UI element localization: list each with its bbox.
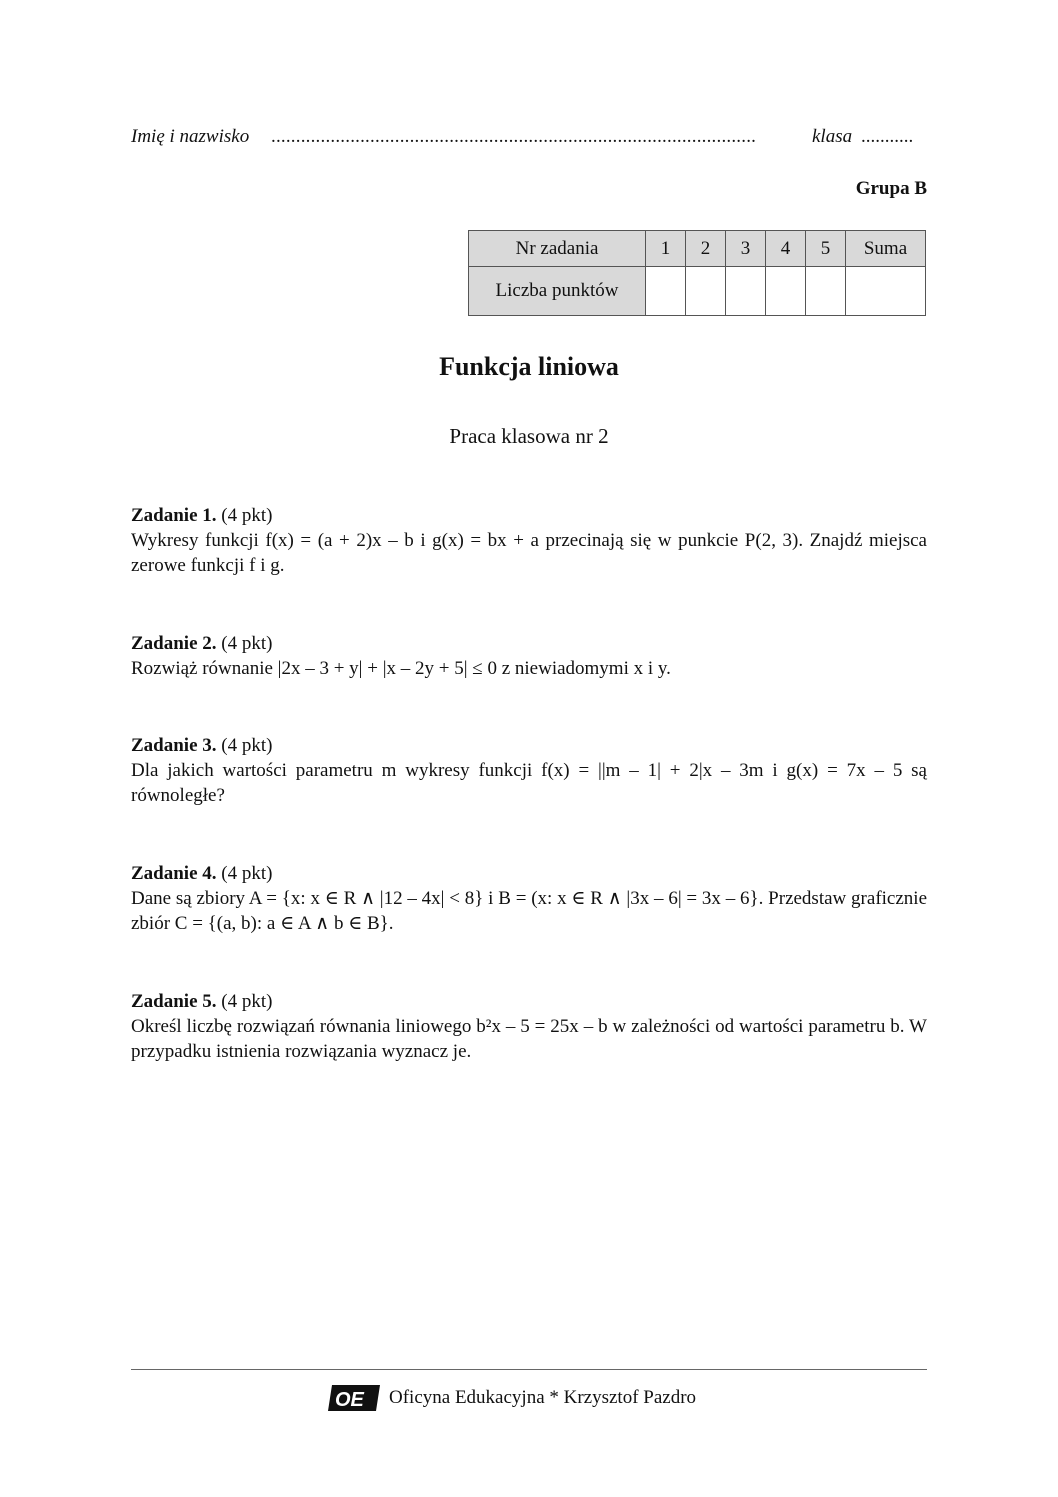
- class-label: klasa: [812, 126, 853, 147]
- points-cell-1[interactable]: [646, 267, 686, 316]
- sum-label: Suma: [846, 231, 926, 267]
- task-4-label: Zadanie 4.: [131, 863, 217, 884]
- task-2-points: (4 pkt): [221, 633, 273, 654]
- score-table: [468, 230, 926, 316]
- task-number-label: Nr zadania: [469, 231, 646, 267]
- publisher-logo-icon: [326, 1383, 382, 1413]
- points-cell-3[interactable]: [726, 267, 766, 316]
- task-1-text: Wykresy funkcji f(x) = (a + 2)x – b i g(x) = bx + a przecinają się w punkcie P(2, 3). Znajdź miejsca zerowe funkcji f i g.: [131, 530, 927, 576]
- task-number-5: 5: [806, 231, 846, 267]
- task-5: [131, 989, 927, 1064]
- task-number-1: 1: [646, 231, 686, 267]
- task-4-points: (4 pkt): [221, 863, 273, 884]
- task-3-text: Dla jakich wartości parametru m wykresy funkcji f(x) = ||m – 1| + 2|x – 3m i g(x) = 7x – 5 są równoległe?: [131, 760, 927, 806]
- name-field[interactable]: ..................................................................................................: [271, 126, 757, 147]
- name-label: Imię i nazwisko: [131, 126, 250, 147]
- student-header: [131, 126, 927, 154]
- score-table-header-row: [469, 231, 926, 267]
- task-3-label: Zadanie 3.: [131, 735, 217, 756]
- points-cell-5[interactable]: [806, 267, 846, 316]
- group-label: Grupa B: [855, 178, 927, 199]
- task-1-points: (4 pkt): [221, 505, 273, 526]
- points-cell-2[interactable]: [686, 267, 726, 316]
- task-number-3: 3: [726, 231, 766, 267]
- task-number-4: 4: [766, 231, 806, 267]
- task-2: [131, 631, 927, 681]
- class-field[interactable]: ...........: [861, 126, 914, 147]
- task-1-label: Zadanie 1.: [131, 505, 217, 526]
- page-subtitle: Praca klasowa nr 2: [449, 424, 609, 448]
- task-5-points: (4 pkt): [221, 991, 273, 1012]
- task-number-2: 2: [686, 231, 726, 267]
- points-label: Liczba punktów: [469, 267, 646, 316]
- publisher-logo-text: OE: [335, 1389, 364, 1411]
- points-cell-4[interactable]: [766, 267, 806, 316]
- points-cell-sum[interactable]: [846, 267, 926, 316]
- task-5-label: Zadanie 5.: [131, 991, 217, 1012]
- page-title: Funkcja liniowa: [439, 352, 619, 381]
- task-4: [131, 861, 927, 936]
- task-1: [131, 503, 927, 578]
- task-3: [131, 733, 927, 808]
- task-2-text: Rozwiąż równanie |2x – 3 + y| + |x – 2y + 5| ≤ 0 z niewiadomymi x i y.: [131, 658, 671, 679]
- task-4-text: Dane są zbiory A = {x: x ∈ R ∧ |12 – 4x| < 8} i B = (x: x ∈ R ∧ |3x – 6| = 3x – 6}. Przedstaw graficznie zbiór C = {(a, b): a ∈ A ∧ b ∈ B}.: [131, 888, 927, 934]
- task-3-points: (4 pkt): [221, 735, 273, 756]
- task-2-label: Zadanie 2.: [131, 633, 217, 654]
- footer-divider: [131, 1369, 927, 1370]
- task-5-text: Określ liczbę rozwiązań równania liniowego b²x – 5 = 25x – b w zależności od wartości parametru b. W przypadku istnienia rozwiązania wyznacz je.: [131, 1016, 927, 1062]
- score-table-points-row: [469, 267, 926, 316]
- publisher-name: Oficyna Edukacyjna * Krzysztof Pazdro: [389, 1387, 697, 1408]
